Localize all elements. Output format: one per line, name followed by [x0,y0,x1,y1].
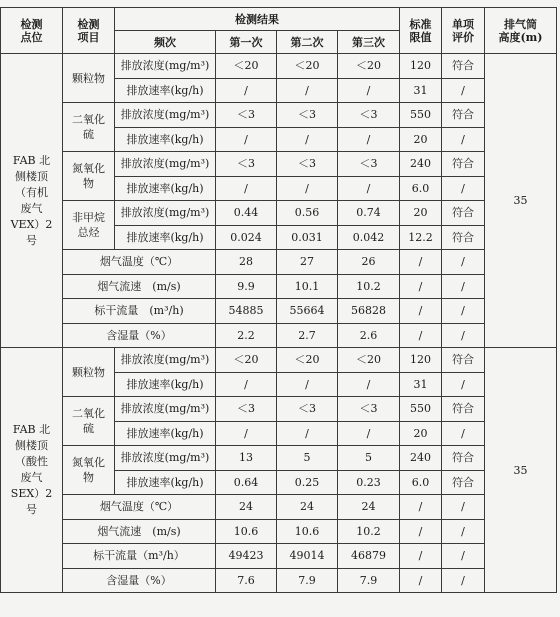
value-run-3: / [338,176,400,201]
header-site: 检测 点位 [1,8,63,54]
item-label: 二氧化 硫 [72,407,105,435]
value-run-2: / [277,176,338,201]
table-row [1,299,557,324]
value-run-2: 2.7 [277,323,338,348]
stack-height-cell: 35 [485,348,557,593]
stack-height-cell: 35 [485,54,557,348]
table-row [1,323,557,348]
emission-test-table [0,7,557,593]
table-row [1,544,557,569]
eval-value: / [442,568,485,593]
limit-value: 31 [400,372,442,397]
eval-value: 符合 [442,225,485,250]
site-cell [1,348,63,593]
value-run-3: ＜3 [338,397,400,422]
value-run-2: / [277,372,338,397]
value-run-3: 5 [338,446,400,471]
eval-value: / [442,250,485,275]
table-row [1,397,557,422]
value-run-3: / [338,78,400,103]
param-cell: 排放速率(kg/h) [115,225,216,250]
eval-value: 符合 [442,348,485,373]
value-run-2: ＜3 [277,152,338,177]
table-row [1,495,557,520]
table-body [1,54,557,593]
value-run-2: 49014 [277,544,338,569]
header-run-3: 第三次 [338,31,400,54]
value-run-2: ＜20 [277,348,338,373]
param-cell: 排放速率(kg/h) [115,176,216,201]
value-run-3: / [338,421,400,446]
limit-value: 550 [400,397,442,422]
limit-value: 120 [400,54,442,79]
item-cell [63,152,115,201]
limit-value: 120 [400,348,442,373]
eval-value: / [442,176,485,201]
limit-value: 6.0 [400,470,442,495]
limit-value: 20 [400,127,442,152]
limit-value: 20 [400,201,442,226]
table-row [1,201,557,226]
value-run-1: / [216,176,277,201]
value-run-3: 0.74 [338,201,400,226]
value-run-3: / [338,372,400,397]
value-run-3: 24 [338,495,400,520]
header-limit: 标准 限值 [400,8,442,54]
value-run-3: 0.23 [338,470,400,495]
param-cell: 排放浓度(mg/m³) [115,201,216,226]
table-row [1,348,557,373]
param-cell: 排放浓度(mg/m³) [115,446,216,471]
value-run-1: ＜20 [216,54,277,79]
value-run-2: 7.9 [277,568,338,593]
param-cell: 排放浓度(mg/m³) [115,103,216,128]
value-run-3: 2.6 [338,323,400,348]
item-label: 氮氧化 物 [72,456,105,484]
header-height: 排气筒 高度(m) [485,8,557,54]
eval-value: 符合 [442,397,485,422]
item-label: 颗粒物 [72,71,105,85]
limit-value: 6.0 [400,176,442,201]
param-cell: 排放浓度(mg/m³) [115,348,216,373]
value-run-1: 24 [216,495,277,520]
table-row [1,103,557,128]
header-results: 检测结果 [115,8,400,31]
eval-value: / [442,519,485,544]
item-label: 氮氧化 物 [72,162,105,190]
eval-value: / [442,274,485,299]
header-run-2: 第二次 [277,31,338,54]
eval-value: / [442,544,485,569]
table-row [1,54,557,79]
table-row [1,152,557,177]
value-run-3: ＜20 [338,54,400,79]
value-run-2: / [277,127,338,152]
eval-value: 符合 [442,152,485,177]
limit-value: 240 [400,446,442,471]
item-cell [63,201,115,250]
value-run-2: 24 [277,495,338,520]
value-run-3: 10.2 [338,274,400,299]
value-run-1: / [216,78,277,103]
value-run-3: 56828 [338,299,400,324]
value-run-3: 0.042 [338,225,400,250]
param-cell: 排放浓度(mg/m³) [115,152,216,177]
item-cell [63,348,115,397]
value-run-2: 10.1 [277,274,338,299]
value-run-1: 9.9 [216,274,277,299]
value-run-1: / [216,421,277,446]
value-run-2: 0.25 [277,470,338,495]
value-run-1: 49423 [216,544,277,569]
eval-value: 符合 [442,470,485,495]
value-run-1: ＜3 [216,103,277,128]
value-run-1: 0.44 [216,201,277,226]
eval-value: / [442,78,485,103]
item-cell [63,446,115,495]
item-cell [63,54,115,103]
table-row [1,568,557,593]
eval-value: 符合 [442,446,485,471]
value-run-1: 0.024 [216,225,277,250]
item-cell [63,103,115,152]
param-cell: 排放速率(kg/h) [115,470,216,495]
eval-value: 符合 [442,54,485,79]
header-item: 检测 项目 [63,8,115,54]
eval-value: 符合 [442,103,485,128]
limit-value: / [400,250,442,275]
limit-value: 12.2 [400,225,442,250]
value-run-1: ＜20 [216,348,277,373]
value-run-2: / [277,78,338,103]
item-label: 颗粒物 [72,365,105,379]
limit-value: / [400,323,442,348]
table-row [1,274,557,299]
item-cell [63,397,115,446]
eval-value: / [442,127,485,152]
header-eval: 单项 评价 [442,8,485,54]
value-run-1: 54885 [216,299,277,324]
param-cell: 烟气温度（℃） [63,250,216,275]
table-row [1,519,557,544]
value-run-1: ＜3 [216,397,277,422]
limit-value: / [400,519,442,544]
value-run-1: 7.6 [216,568,277,593]
value-run-2: ＜20 [277,54,338,79]
limit-value: / [400,274,442,299]
param-cell: 排放速率(kg/h) [115,372,216,397]
value-run-3: 46879 [338,544,400,569]
param-cell: 标干流量 (m³/h) [63,299,216,324]
eval-value: 符合 [442,201,485,226]
value-run-1: / [216,372,277,397]
value-run-1: 2.2 [216,323,277,348]
param-cell: 排放浓度(mg/m³) [115,54,216,79]
limit-value: / [400,495,442,520]
value-run-2: 27 [277,250,338,275]
value-run-3: ＜3 [338,152,400,177]
limit-value: / [400,568,442,593]
value-run-2: 0.56 [277,201,338,226]
param-cell: 标干流量（m³/h） [63,544,216,569]
param-cell: 排放速率(kg/h) [115,78,216,103]
limit-value: / [400,299,442,324]
limit-value: 240 [400,152,442,177]
value-run-2: 5 [277,446,338,471]
param-cell: 含湿量（%） [63,568,216,593]
value-run-3: 10.2 [338,519,400,544]
table-row [1,446,557,471]
eval-value: / [442,495,485,520]
value-run-2: 55664 [277,299,338,324]
limit-value: 550 [400,103,442,128]
value-run-1: ＜3 [216,152,277,177]
param-cell: 烟气流速 (m/s) [63,274,216,299]
value-run-1: 13 [216,446,277,471]
param-cell: 排放速率(kg/h) [115,127,216,152]
limit-value: / [400,544,442,569]
item-label: 非甲烷 总烃 [72,211,105,239]
site-cell [1,54,63,348]
param-cell: 含湿量（%） [63,323,216,348]
value-run-2: 0.031 [277,225,338,250]
limit-value: 31 [400,78,442,103]
value-run-3: 26 [338,250,400,275]
value-run-1: 10.6 [216,519,277,544]
value-run-2: 10.6 [277,519,338,544]
value-run-2: / [277,421,338,446]
header-freq: 频次 [115,31,216,54]
value-run-1: / [216,127,277,152]
site-label: FAB 北 侧楼顶 （酸性 废气 SEX）2 号 [10,423,53,516]
site-label: FAB 北 侧楼顶 （有机 废气 VEX）2 号 [10,153,53,247]
eval-value: / [442,421,485,446]
eval-value: / [442,372,485,397]
item-label: 二氧化 硫 [72,113,105,141]
value-run-2: ＜3 [277,397,338,422]
limit-value: 20 [400,421,442,446]
eval-value: / [442,299,485,324]
value-run-3: 7.9 [338,568,400,593]
param-cell: 烟气温度（℃） [63,495,216,520]
value-run-3: ＜20 [338,348,400,373]
value-run-1: 28 [216,250,277,275]
value-run-3: / [338,127,400,152]
param-cell: 排放速率(kg/h) [115,421,216,446]
table-row [1,250,557,275]
header-run-1: 第一次 [216,31,277,54]
value-run-1: 0.64 [216,470,277,495]
param-cell: 烟气流速 (m/s) [63,519,216,544]
eval-value: / [442,323,485,348]
value-run-3: ＜3 [338,103,400,128]
param-cell: 排放浓度(mg/m³) [115,397,216,422]
value-run-2: ＜3 [277,103,338,128]
